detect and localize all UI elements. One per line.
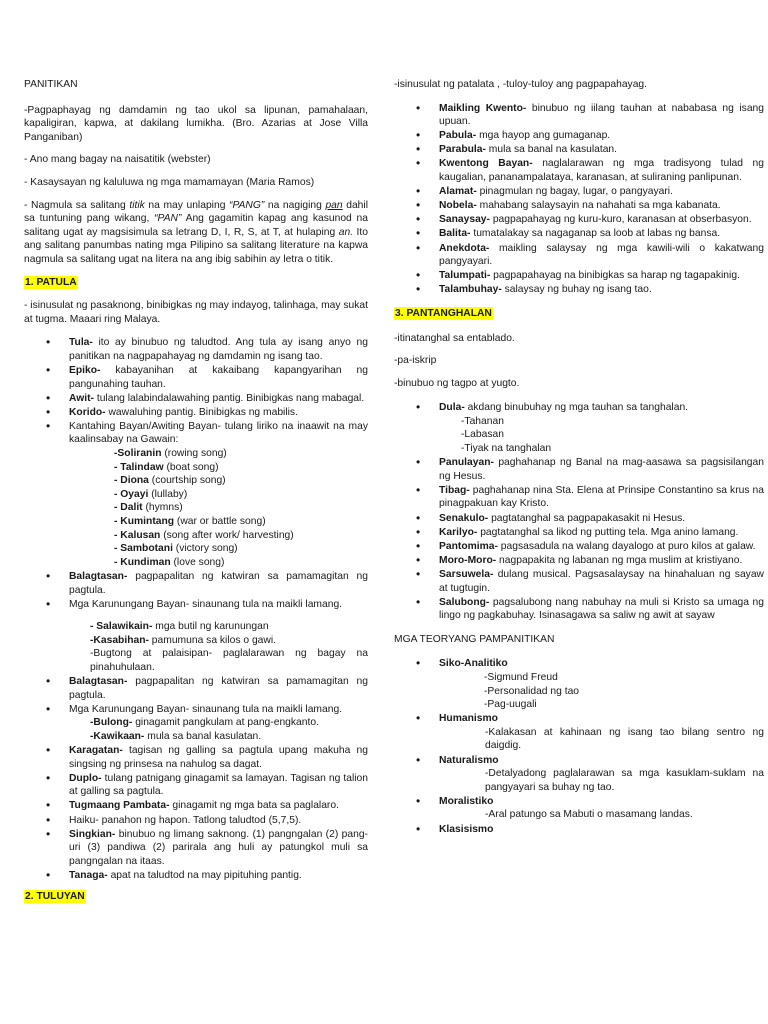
- definition-3: - Kasaysayan ng kaluluwa ng mga mamamayan (Maria Ramos): [24, 176, 315, 188]
- sub-item: - Dalit (hymns): [114, 502, 183, 514]
- tuluyan-definition: -isinusulat ng patalata , -tuloy-tuloy ang pagpapahayag.: [394, 79, 648, 90]
- list-item: • Sanaysay- pagpapahayag ng kuru-kuro, karanasan at obserbasyon.: [416, 213, 764, 227]
- definition-2: - Ano mang bagay na naisatitik (webster): [24, 154, 211, 166]
- sub-item: - Talindaw (boat song): [114, 461, 219, 473]
- definition-4: - Nagmula sa salitang titik na may unlaping “PANG” na nagiging pan dahil sa tuntuning pang wikang, “PAN” Ang gagamitin kapag ang kasunod na salitang ugat ay magsisimula sa letrang D, I, R, S, at T, at hulaping an. Ito ang salitang panumbas nating mga Pilipino sa salitang literature na kapwa nagmula sa salitang ugat na litera na ang ibig sabihin ay letra o titik.: [24, 199, 369, 265]
- list-item: • Pantomima- pagsasadula na walang dayalogo at puro kilos at galaw.: [416, 540, 764, 554]
- pantanghalan-list: [394, 401, 764, 623]
- sub-item: -Aral patungo sa Mabuti o masamang landas.: [485, 809, 693, 821]
- list-item: • Karilyo- pagtatanghal sa likod ng putting tela. Mga anino lamang.: [416, 526, 764, 540]
- sub-item: -Tiyak na tanghalan: [461, 443, 552, 455]
- section-heading-pantanghalan: 3. PANTANGHALAN: [395, 307, 492, 319]
- sub-item: -Soliranin (rowing song): [114, 448, 227, 460]
- sub-item: -Detalyadong paglalarawan sa mga kasuklam-suklam na pangyayari sa buhay ng tao.: [485, 768, 764, 793]
- list-item: • Duplo- tulang patnigang ginagamit sa lamayan. Tagisan ng talion at galling sa pagtula.: [46, 772, 368, 799]
- list-item: • Kantahing Bayan/Awiting Bayan- tulang liriko na inaawit na may kaalinsabay na Gawain: -Soliranin (rowing song) - Talindaw (boat song) - Diona (courtship song) - Oyayi (lullaby) - Dalit (hymns) - Kumintang (war or battle song) - Kalusan (song after work/ harvesting) - Sambotani (victory song) - Kundiman (love song): [46, 420, 368, 570]
- right-column: [394, 78, 764, 842]
- list-item: • Singkian- binubuo ng limang saknong. (1) pangngalan (2) pang-uri (3) pandiwa (2) parirala ang huli ay patungkol muli sa pangngalan na itaas.: [46, 828, 368, 869]
- sub-item: -Bulong- ginagamit pangkulam at pang-engkanto.: [90, 717, 319, 729]
- list-item: • Kwentong Bayan- naglalarawan ng mga tradisyong tulad ng kaugalian, pananampalataya, karanasan, at suliraning panlipunan.: [416, 157, 764, 184]
- list-item: • Awit- tulang lalabindalawahing pantig. Binibigkas nang mabagal.: [46, 392, 368, 406]
- teorya-list: [394, 657, 764, 836]
- list-item: • Klasisismo: [416, 823, 764, 837]
- sub-item: -Kalakasan at kahinaan ng isang tao bilang sentro ng daigdig.: [485, 726, 764, 752]
- list-item: • Mga Karunungang Bayan- sinaunang tula na maikli lamang. -Bulong- ginagamit pangkulam at pang-engkanto. -Kawikaan- mula sa banal kasulatan.: [46, 703, 368, 744]
- left-column: [24, 78, 368, 913]
- list-item: • Tibag- paghahanap nina Sta. Elena at Prinsipe Constantino sa krus na pinagpakuan kay Kristo.: [416, 484, 764, 511]
- patula-definition: - isinusulat ng pasaknong, binibigkas ng may indayog, talinhaga, may sukat at tugma. Maaari ring Malaya.: [24, 300, 369, 325]
- list-item: • Senakulo- pagtatanghal sa pagpapakasakit ni Hesus.: [416, 512, 764, 526]
- list-item: • Nobela- mahabang salaysayin na nahahati sa mga kabanata.: [416, 199, 764, 213]
- sub-item: - Sambotani (victory song): [114, 543, 238, 555]
- list-item: • Karagatan- tagisan ng galling sa pagtula upang makuha ng singsing ng prinsesa na nahulog sa dagat.: [46, 744, 368, 771]
- pantanghalan-definition-1: -itinatanghal sa entablado.: [394, 332, 515, 344]
- sub-item: -Tahanan: [461, 415, 504, 427]
- list-item: • Moralistiko -Aral patungo sa Mabuti o masamang landas.: [416, 795, 764, 822]
- list-item: • Pabula- mga hayop ang gumaganap.: [416, 129, 764, 143]
- sub-item: - Kundiman (love song): [114, 556, 225, 568]
- sub-item: - Kumintang (war or battle song): [114, 516, 266, 528]
- list-item: • Alamat- pinagmulan ng bagay, lugar, o pangyayari.: [416, 185, 764, 199]
- list-item: • Haiku- panahon ng hapon. Tatlong taludtod (5,7,5).: [46, 814, 368, 828]
- list-item: • Siko-Analitiko -Sigmund Freud -Personalidad ng tao -Pag-uugali: [416, 657, 764, 711]
- section-heading-teorya: MGA TEORYANG PAMPANITIKAN: [394, 633, 555, 645]
- sub-item: -Pag-uugali: [484, 699, 537, 711]
- sub-item: - Kalusan (song after work/ harvesting): [114, 529, 294, 541]
- list-item: • Naturalismo -Detalyadong paglalarawan sa mga kasuklam-suklam na pangyayari sa buhay ng tao.: [416, 754, 764, 795]
- list-item: • Balita- tumatalakay sa nagaganap sa loob at labas ng bansa.: [416, 227, 764, 241]
- list-item: • Korido- wawaluhing pantig. Binibigkas ng mabilis.: [46, 406, 368, 420]
- list-item: • Anekdota- maikling salaysay ng mga kawili-wili o kakatwang pangyayari.: [416, 242, 764, 269]
- page-title: PANITIKAN: [24, 79, 78, 90]
- list-item: • Humanismo -Kalakasan at kahinaan ng isang tao bilang sentro ng daigdig.: [416, 712, 764, 753]
- patula-list: [24, 336, 368, 882]
- list-item: • Mga Karunungang Bayan- sinaunang tula na maikli lamang. - Salawikain- mga butil ng karunungan -Kasabihan- pamumuna sa kilos o gawi. -Bugtong at palaisipan- paglalarawan ng bagay na pinahuhulaan.: [46, 598, 368, 675]
- list-item: • Parabula- mula sa banal na kasulatan.: [416, 143, 764, 157]
- pantanghalan-definition-2: -pa-iskrip: [394, 355, 437, 367]
- list-item: • Balagtasan- pagpapalitan ng katwiran sa pamamagitan ng pagtula.: [46, 570, 368, 597]
- list-item: • Tula- ito ay binubuo ng taludtod. Ang tula ay isang anyo ng panitikan na nagpapahayag ng damdamin ng isang tao.: [46, 336, 368, 363]
- sub-item: - Salawikain- mga butil ng karunungan: [90, 621, 269, 633]
- list-item: • Sarsuwela- dulang musical. Pagsasalaysay na hinahaluan ng sayaw at tugtugin.: [416, 568, 764, 595]
- list-item: • Maikling Kwento- binubuo ng iilang tauhan at nababasa ng isang upuan.: [416, 102, 764, 129]
- pantanghalan-definition-3: -binubuo ng tagpo at yugto.: [394, 377, 520, 389]
- sub-item: -Personalidad ng tao: [484, 685, 580, 697]
- section-heading-tuluyan: 2. TULUYAN: [25, 891, 85, 903]
- definition-1: -Pagpaphayag ng damdamin ng tao ukol sa lipunan, pamahalaan, kapaligiran, kapwa, at dakilang lumikha. (Bro. Azarias at Jose Villa Panganiban): [24, 104, 368, 143]
- sub-item: -Labasan: [461, 429, 504, 441]
- list-item: • Salubong- pagsalubong nang nabuhay na muli si Kristo sa umaga ng lingo ng pagkabuhay. Isinasagawa sa saliw ng awit at sayaw: [416, 596, 764, 623]
- list-item: • Panulayan- paghahanap ng Banal na mag-aasawa sa pagsisilangan ng Hesus.: [416, 456, 764, 483]
- sub-item: -Bugtong at palaisipan- paglalarawan ng bagay na pinahuhulaan.: [90, 648, 368, 673]
- sub-item: -Kasabihan- pamumuna sa kilos o gawi.: [90, 634, 276, 646]
- list-item: • Moro-Moro- nagpapakita ng labanan ng mga muslim at kristiyano.: [416, 554, 764, 568]
- section-heading-patula: 1. PATULA: [25, 276, 77, 288]
- list-item: • Talumpati- pagpapahayag na binibigkas sa harap ng tagapakinig.: [416, 269, 764, 283]
- list-item: • Balagtasan- pagpapalitan ng katwiran sa pamamagitan ng pagtula.: [46, 675, 368, 702]
- list-item: • Tugmaang Pambata- ginagamit ng mga bata sa paglalaro.: [46, 799, 368, 813]
- list-item: • Epiko- kabayanihan at kakaibang kapangyarihan ng pangunahing tauhan.: [46, 364, 368, 391]
- list-item: • Tanaga- apat na taludtod na may pipituhing pantig.: [46, 869, 368, 883]
- tuluyan-list: [394, 102, 764, 297]
- list-item: • Talambuhay- salaysay ng buhay ng isang tao.: [416, 283, 764, 297]
- sub-item: -Sigmund Freud: [484, 671, 558, 683]
- list-item: • Dula- akdang binubuhay ng mga tauhan sa tanghalan. -Tahanan -Labasan -Tiyak na tanghalan: [416, 401, 764, 455]
- sub-item: - Diona (courtship song): [114, 475, 226, 487]
- sub-item: - Oyayi (lullaby): [114, 488, 188, 500]
- sub-item: -Kawikaan- mula sa banal kasulatan.: [90, 730, 262, 742]
